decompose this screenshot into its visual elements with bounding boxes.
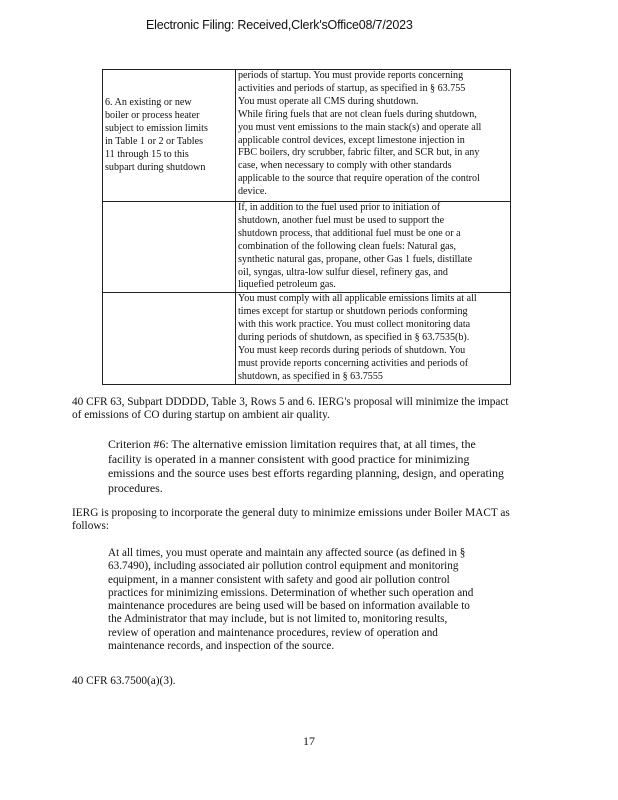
table-row bbox=[103, 70, 511, 202]
table-cell-text bbox=[236, 202, 511, 293]
citation-63-7500: 40 CFR 63.7500(a)(3). bbox=[72, 675, 176, 687]
row-text: You must comply with all applicable emissions limits at all times except for startup or shutdown periods conforming with this work practice. You must collect monitoring data during periods of shutdown, as specified in § 63.7535(b). You must keep records during periods of shutdown. You must provide reports concerning activities and periods of shutdown, as specified in § 63.7555 bbox=[238, 293, 477, 382]
table-cell-text bbox=[236, 70, 511, 202]
criterion-6-block bbox=[108, 437, 578, 495]
row-text: If, in addition to the fuel used prior to initiation of shutdown, another fuel must be used to support the shutdown process, that additional fuel must be one or a combination of the following clean fuels: Natural gas, synthetic natural gas, propane, other Gas 1 fuels, distillate oil, syngas, ultra-low sulfur diesel, refinery gas, and liquefied petroleum gas. bbox=[238, 202, 473, 291]
intro-paragraph: IERG is proposing to incorporate the general duty to minimize emissions under Boiler MACT as follows: bbox=[72, 507, 510, 533]
table-cell-label bbox=[103, 202, 236, 293]
table-row bbox=[103, 202, 511, 293]
regulation-table bbox=[102, 69, 511, 385]
citation-table-3: 40 CFR 63, Subpart DDDDD, Table 3, Rows 5 and 6. IERG's proposal will minimize the impact of emissions of CO during startup on ambient air quality. bbox=[72, 396, 509, 422]
table-cell-label bbox=[103, 293, 236, 384]
filing-stamp-text: Electronic Filing: Received,Clerk'sOffice08/7/2023 bbox=[146, 18, 413, 32]
table-cell-text bbox=[236, 293, 511, 384]
block-quote: At all times, you must operate and maintain any affected source (as defined in § 63.7490), including associated air pollution control equipment and monitoring equipment, in a manner consistent with safety and good air pollution control practices for minimizing emissions. Determination of whether such operation and maintenance procedures are being used will be based on information available to the Administrator that may include, but is not limited to, monitoring results, review of operation and maintenance procedures, review of operation and maintenance records, and inspection of the source. bbox=[108, 547, 474, 653]
criterion-label: Criterion #6: bbox=[108, 437, 169, 451]
table-row bbox=[103, 293, 511, 384]
row-text: periods of startup. You must provide reports concerning activities and periods of startup, as specified in § 63.755 You must operate all CMS during shutdown. While firing fuels that are not clean fuels during shutdown, you must vent emissions to the main stack(s) and operate all applicable control devices, except limestone injection in FBC boilers, dry scrubber, fabric filter, and SCR but, in any case, when necessary to comply with other standards applicable to the source that require operation of the control device. bbox=[238, 70, 482, 198]
row-label: 6. An existing or new boiler or process heater subject to emission limits in Table 1 or 2 or Tables 11 through 15 to this subpart during shutdown bbox=[105, 97, 208, 173]
page-number: 17 bbox=[303, 734, 315, 748]
table-cell-label bbox=[103, 70, 236, 202]
criterion-text: The alternative emission limitation requires that, at all times, the facility is operated in a manner consistent with good practice for minimizing emissions and the source uses best efforts regarding planning, design, and operating procedures. bbox=[108, 437, 504, 495]
